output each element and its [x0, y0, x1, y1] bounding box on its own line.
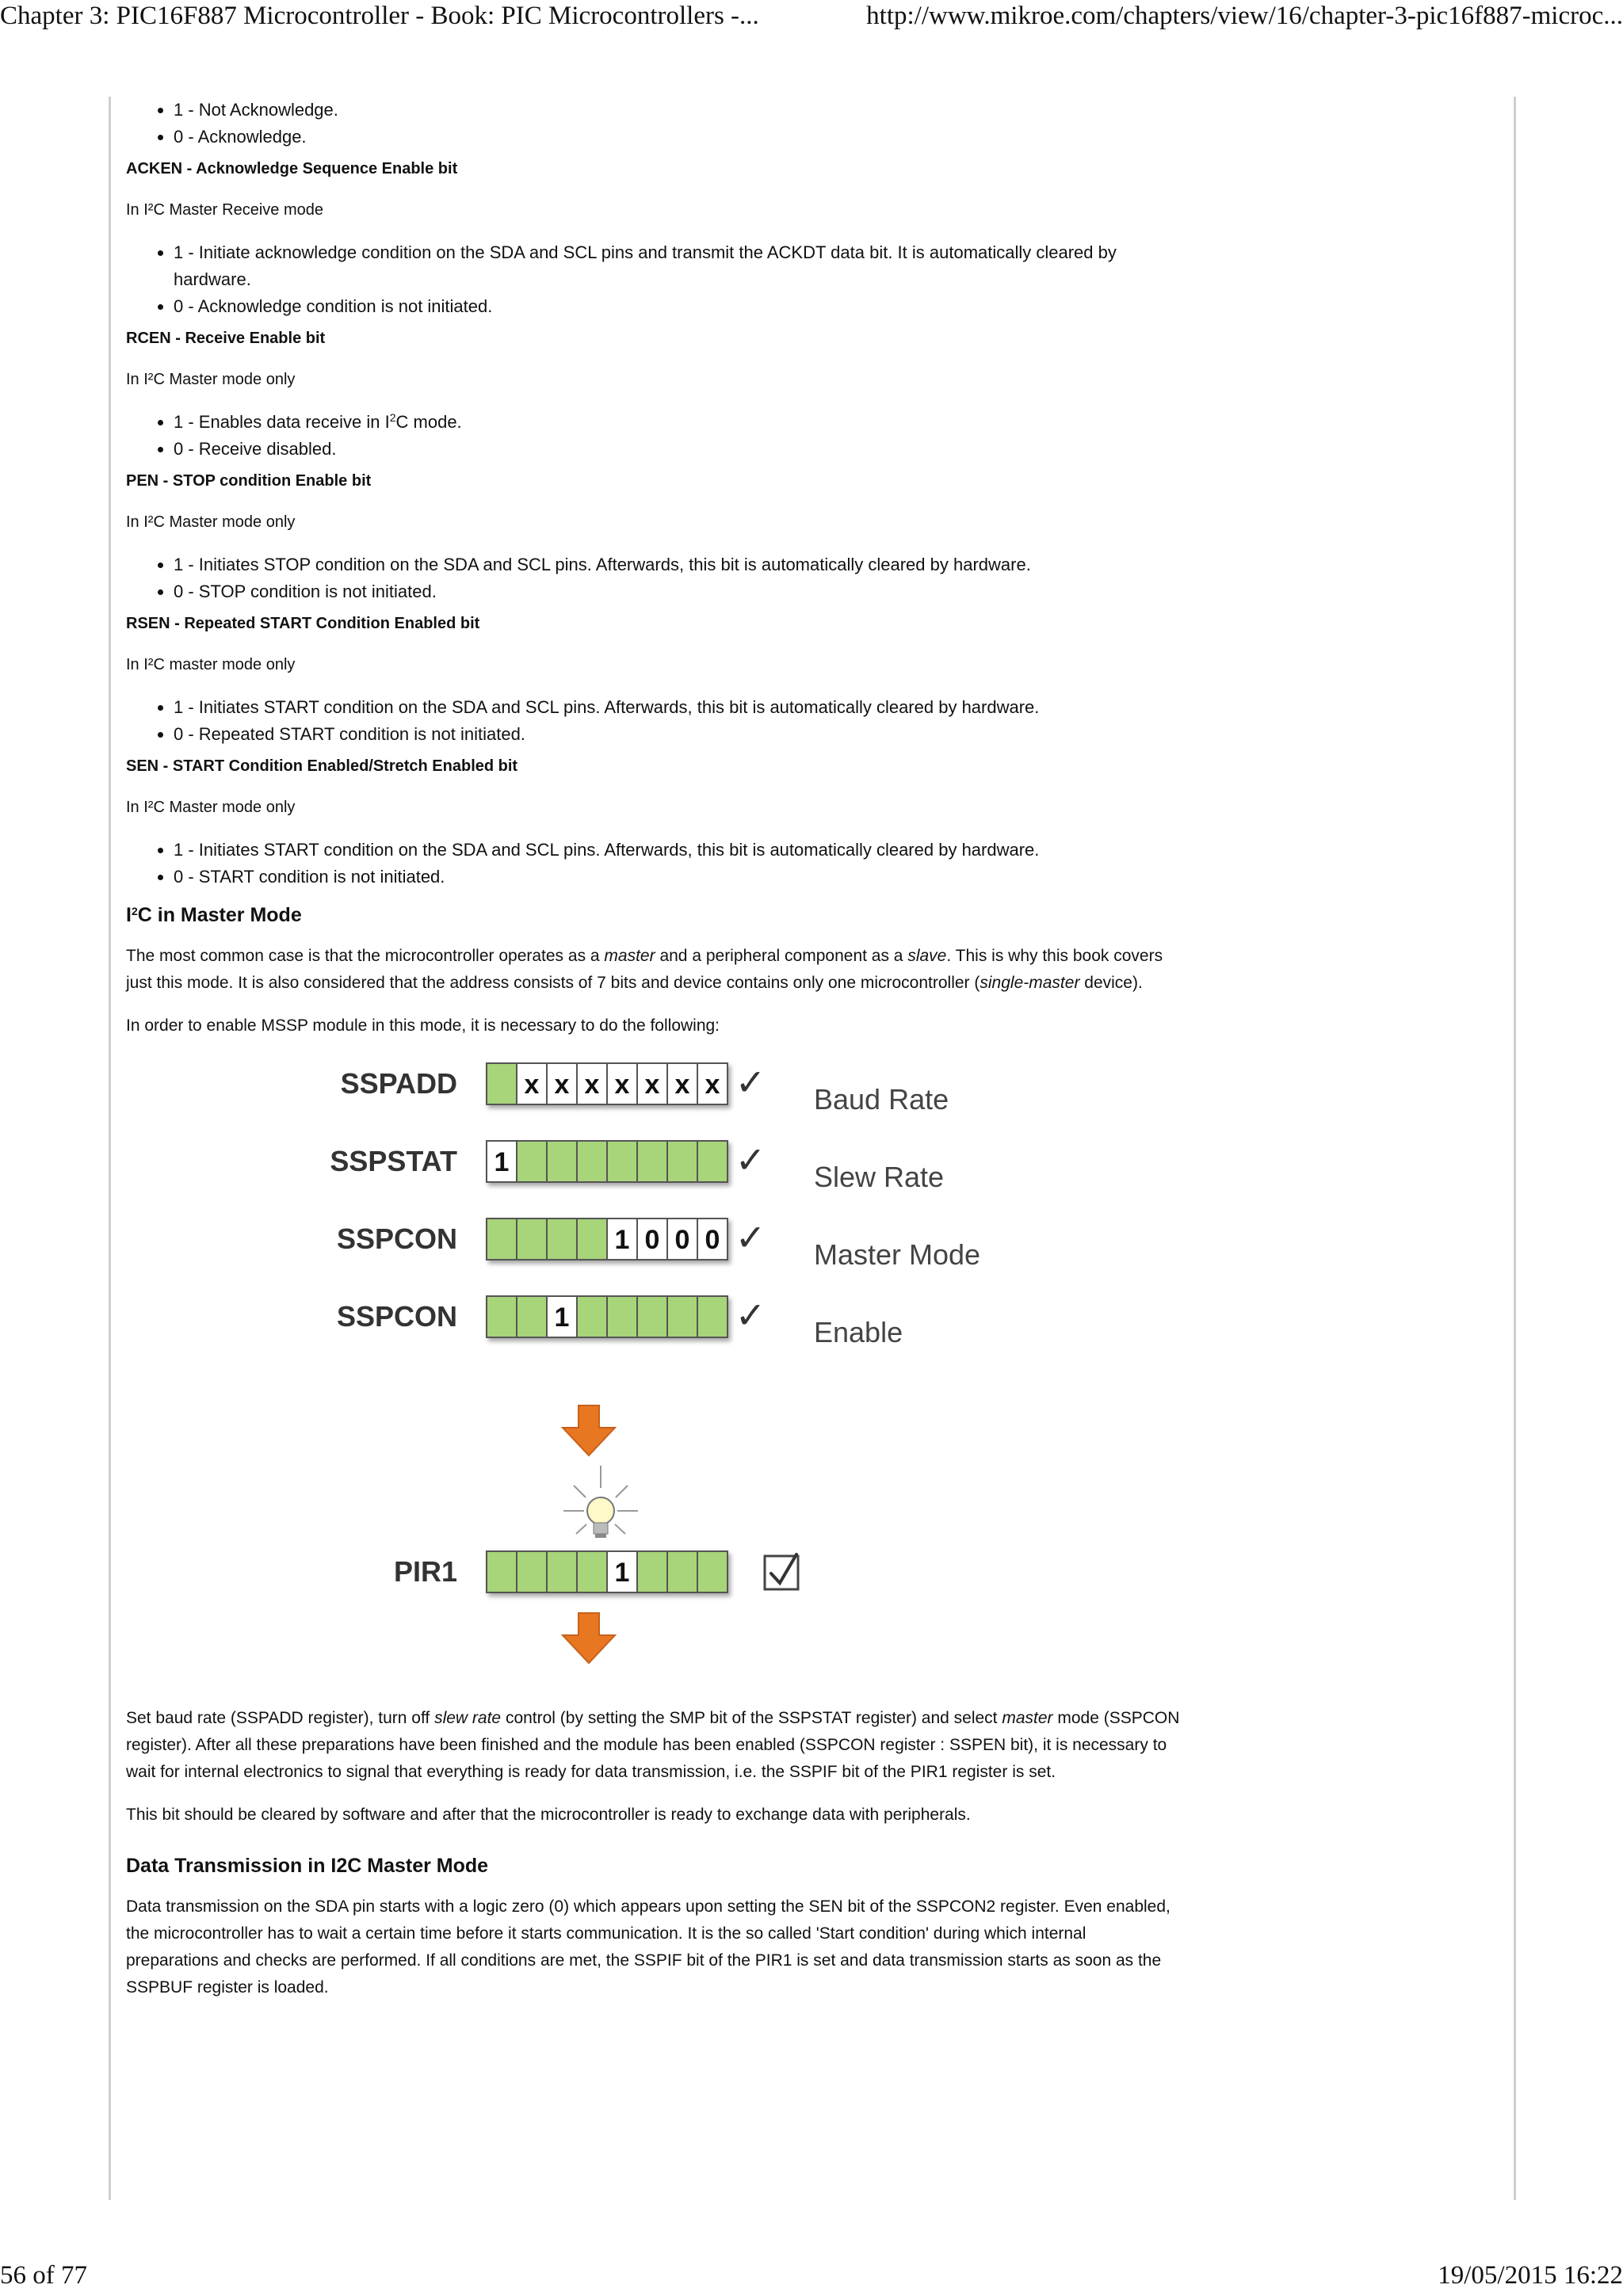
bit-cells [487, 1296, 727, 1337]
list-item [174, 409, 1188, 436]
bit-value: x [674, 1070, 690, 1100]
register-description: Baud Rate [814, 1083, 949, 1116]
sen-list [126, 837, 1188, 891]
bit-cells [487, 1219, 727, 1260]
print-footer [0, 2260, 1623, 2296]
bit-value: 1 [494, 1147, 510, 1177]
bit-cell [547, 1141, 577, 1182]
checked-box-icon [765, 1554, 798, 1589]
check-icon: ✓ [735, 1062, 766, 1103]
register-row [337, 1295, 903, 1348]
list-item: • 1 - Not Acknowledge. [174, 97, 1188, 124]
text-run: mode (SSPCON register). After all these preparations have been finished and the module has been enabled (SSPCON register : SSPEN bit), it is necessary to wait for internal electronics to signal that everything is ready for data transmission, i.e. the SSPIF bit of the PIR1 register is set. [126, 1709, 1180, 1781]
text-run: master [1002, 1709, 1053, 1727]
bit-value: x [554, 1070, 570, 1100]
register-description: Slew Rate [814, 1161, 945, 1193]
register-row [337, 1217, 980, 1271]
bit-value: 1 [614, 1558, 630, 1588]
paragraph-data-transmission: Data transmission on the SDA pin starts with a logic zero (0) which appears upon setting the SEN bit of the SSPCON2 register. Even enabled, the microcontroller has to wait a certain time before it starts communication. It is the so called 'Start condition' during which internal preparations and checks are performed. If all conditions are met, the SSPIF bit of the PIR1 is set and data transmission starts as soon as the SSPBUF register is loaded. [126, 1897, 1170, 1997]
mode-note: In I²C Master mode only [126, 513, 296, 531]
bit-cell [487, 1551, 517, 1592]
paragraph-master-intro [126, 943, 1180, 997]
register-label: SSPCON [336, 1222, 457, 1255]
section-heading-acken: ACKEN - Acknowledge Sequence Enable bit [126, 160, 458, 177]
bit-cell [607, 1296, 637, 1337]
section-heading-rsen: RSEN - Repeated START Condition Enabled bit [126, 615, 480, 632]
superscript: 2 [389, 411, 396, 424]
register-label: SSPCON [336, 1300, 457, 1333]
light-bulb-icon [563, 1466, 638, 1538]
bit-cell [517, 1141, 547, 1182]
mode-note: In I²C Master Receive mode [126, 201, 323, 219]
list-item: • 1 - Initiates START condition on the SDA and SCL pins. Afterwards, this bit is automatically cleared by hardware. [174, 694, 1188, 721]
list-item: • 1 - Initiate acknowledge condition on the SDA and SCL pins and transmit the ACKDT data bit. It is automatically cleared by hardware. [174, 239, 1148, 293]
text-run: The most common case is that the microcontroller operates as a [126, 947, 605, 965]
list-item: • 0 - START condition is not initiated. [174, 864, 1188, 891]
list-item-text: 1 - Enables data receive in I [174, 412, 390, 432]
bit-cell [667, 1141, 697, 1182]
bit-cell [517, 1219, 547, 1260]
register-description: Master Mode [814, 1238, 981, 1271]
list-item: • 0 - STOP condition is not initiated. [174, 578, 1188, 605]
bit-cell [607, 1141, 637, 1182]
list-item: • 1 - Initiates STOP condition on the SDA and SCL pins. Afterwards, this bit is automatically cleared by hardware. [174, 551, 1188, 578]
bit-cell [487, 1219, 517, 1260]
bit-cells [487, 1141, 727, 1182]
text-run: . This is why this book covers just this mode. It is also considered that the address consists of 7 bits and device contains only one microcontroller ( [126, 947, 1163, 992]
bit-value: x [524, 1070, 540, 1100]
text-run: slave [907, 947, 947, 965]
bit-cell [577, 1219, 607, 1260]
text-run: control (by setting the SMP bit of the SSPSTAT register) and select [501, 1709, 1002, 1727]
bit-cell [577, 1551, 607, 1592]
list-item: • 0 - Acknowledge condition is not initiated. [174, 293, 1188, 320]
bit-cells [487, 1063, 727, 1104]
mode-note: In I²C master mode only [126, 656, 296, 673]
text-run: slew rate [434, 1709, 502, 1727]
bit-cell [487, 1296, 517, 1337]
check-icon: ✓ [735, 1139, 766, 1180]
rcen-list [126, 409, 1188, 463]
register-label: PIR1 [393, 1555, 457, 1588]
bit-cell [517, 1296, 547, 1337]
text-run: master [604, 947, 655, 965]
list-item-text: C mode. [395, 412, 462, 432]
bit-value: 0 [705, 1225, 720, 1255]
print-datetime: 19/05/2015 16:22 [1438, 2261, 1623, 2290]
superscript: 2 [131, 905, 138, 917]
bit-value: x [705, 1070, 720, 1100]
section-heading-sen: SEN - START Condition Enabled/Stretch Enabled bit [126, 757, 518, 775]
mssp-master-setup-diagram [126, 1054, 1188, 1688]
bit-cell [637, 1551, 667, 1592]
paragraph-setup-explanation [126, 1705, 1180, 1786]
register-row [341, 1062, 949, 1116]
bit-cell [487, 1063, 517, 1104]
paragraph-enable-steps: In order to enable MSSP module in this mode, it is necessary to do the following: [126, 1016, 720, 1035]
bit-value: 1 [554, 1302, 570, 1333]
down-arrow-icon [563, 1405, 615, 1455]
text-run: and a peripheral component as a [655, 947, 908, 965]
register-label: SSPADD [340, 1067, 457, 1100]
rsen-list [126, 694, 1188, 748]
bit-cell [667, 1551, 697, 1592]
ackdt-list [126, 97, 1188, 151]
section-title-master-mode [126, 902, 1188, 929]
section-heading-rcen: RCEN - Receive Enable bit [126, 330, 326, 347]
bit-cells [487, 1551, 727, 1592]
bit-value: 1 [614, 1225, 630, 1255]
pen-list [126, 551, 1188, 605]
bit-cell [547, 1551, 577, 1592]
bit-value: 0 [644, 1225, 660, 1255]
bit-cell [517, 1551, 547, 1592]
list-item: • 0 - Repeated START condition is not initiated. [174, 721, 1188, 748]
bit-value: x [614, 1070, 630, 1100]
print-header-title: Chapter 3: PIC16F887 Microcontroller - Book: PIC Microcontrollers -... [0, 2, 759, 30]
list-item: • 0 - Receive disabled. [174, 436, 1188, 463]
list-item: • 1 - Initiates START condition on the SDA and SCL pins. Afterwards, this bit is automatically cleared by hardware. [174, 837, 1188, 864]
mode-note: In I²C Master mode only [126, 799, 296, 816]
section-title-data-transmission: Data Transmission in I2C Master Mode [126, 1855, 489, 1877]
bit-cell [697, 1551, 727, 1592]
check-icon: ✓ [735, 1295, 766, 1336]
bit-value: x [584, 1070, 600, 1100]
title-part: C in Master Mode [137, 904, 302, 926]
pir1-flag-row [394, 1551, 798, 1592]
bit-value: 0 [674, 1225, 690, 1255]
list-item: • 0 - Acknowledge. [174, 124, 1188, 151]
print-header-url[interactable]: http://www.mikroe.com/chapters/view/16/chapter-3-pic16f887-microc... [866, 2, 1623, 30]
check-icon: ✓ [735, 1217, 766, 1258]
title-part: I [126, 904, 132, 926]
acken-list [126, 239, 1188, 320]
page-number: 56 of 77 [0, 2261, 87, 2290]
bit-cell [577, 1296, 607, 1337]
bit-cell [697, 1141, 727, 1182]
page-content [126, 97, 1188, 2001]
bit-cell [637, 1141, 667, 1182]
register-rows [330, 1062, 980, 1348]
down-arrow-icon [563, 1613, 615, 1663]
register-row [330, 1139, 944, 1193]
bit-cell [577, 1141, 607, 1182]
print-header [0, 0, 1623, 40]
bit-cell [547, 1219, 577, 1260]
bit-cell [637, 1296, 667, 1337]
bit-value: x [644, 1070, 660, 1100]
register-label: SSPSTAT [330, 1145, 457, 1177]
text-run: device). [1079, 974, 1143, 992]
text-run: single-master [980, 974, 1080, 992]
text-run: Set baud rate (SSPADD register), turn off [126, 1709, 435, 1727]
bit-cell [667, 1296, 697, 1337]
section-heading-pen: PEN - STOP condition Enable bit [126, 472, 372, 490]
register-description: Enable [814, 1316, 903, 1348]
mode-note: In I²C Master mode only [126, 371, 296, 388]
bit-cell [697, 1296, 727, 1337]
paragraph-clear-bit: This bit should be cleared by software and after that the microcontroller is ready to exchange data with peripherals. [126, 1806, 971, 1824]
